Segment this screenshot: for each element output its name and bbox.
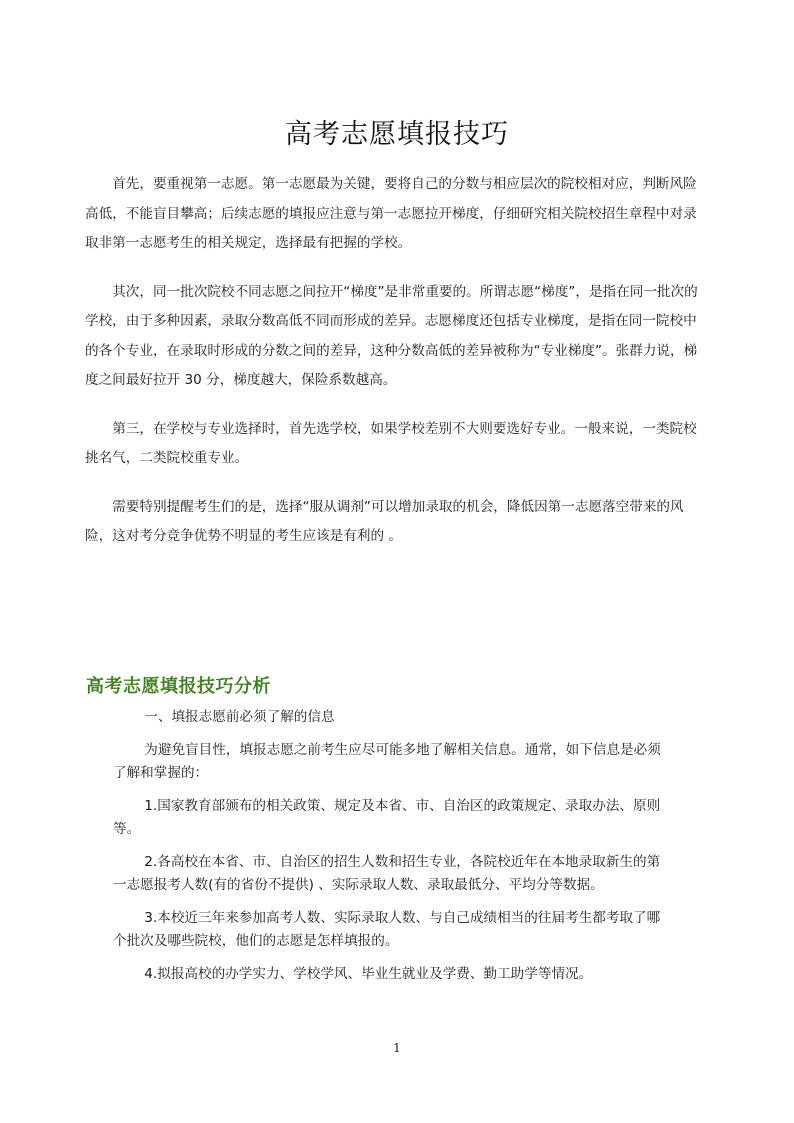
analysis-subheading: 一、填报志愿前必须了解的信息	[144, 709, 335, 725]
page-title: 高考志愿填报技巧	[285, 119, 509, 150]
analysis-list-item: 2.各高校在本省、市、自治区的招生人数和招生专业，各院校近年在本地录取新生的第一志愿报考人数(有的省份不提供) 、实际录取人数、录取最低分、平均分等数据。	[113, 854, 661, 893]
intro-paragraph: 首先，要重视第一志愿。第一志愿最为关键，要将自己的分数与相应层次的院校相对应，判断风险高低，不能盲目攀高；后续志愿的填报应注意与第一志愿拉开梯度，仔细研究相关院校招生章程中对录取非第一志愿考生的相关规定，选择最有把握的学校。	[85, 176, 697, 251]
analysis-list-item: 1.国家教育部颁布的相关政策、规定及本省、市、自治区的政策规定、录取办法、原则等。	[113, 798, 661, 837]
intro-section	[85, 170, 705, 571]
intro-paragraph: 需要特别提醒考生们的是，选择“服从调剂”可以增加录取的机会，降低因第一志愿落空带来的风险，这对考分竞争优势不明显的考生应该是有利的 。	[85, 498, 684, 544]
analysis-paragraph: 为避免盲目性，填报志愿之前考生应尽可能多地了解相关信息。通常，如下信息是必须了解和掌握的：	[113, 742, 661, 781]
intro-paragraph: 其次，同一批次院校不同志愿之间拉开“梯度”是非常重要的。所谓志愿“梯度”，是指在同一批次的学校，由于多种因素，录取分数高低不同而形成的差异。志愿梯度还包括专业梯度，是指在同一院校中的各个专业，在录取时形成的分数之间的差异，这种分数高低的差异被称为“专业梯度”。张群力说，梯度之间最好拉开 30 分，梯度越大，保险系数越高。	[85, 283, 698, 388]
section-heading: 高考志愿填报技巧分析	[86, 676, 271, 697]
analysis-section	[113, 706, 673, 996]
intro-paragraph: 第三，在学校与专业选择时，首先选学校，如果学校差别不大则要选好专业。一般来说，一类院校挑名气，二类院校重专业。	[85, 420, 697, 466]
analysis-list-item: 3.本校近三年来参加高考人数、实际录取人数、与自己成绩相当的往届考生都考取了哪个批次及哪些院校，他们的志愿是怎样填报的。	[113, 910, 661, 949]
analysis-list-item: 4.拟报高校的办学实力、学校学风、毕业生就业及学费、勤工助学等情况。	[144, 966, 593, 982]
page-number: 1	[393, 1041, 401, 1055]
